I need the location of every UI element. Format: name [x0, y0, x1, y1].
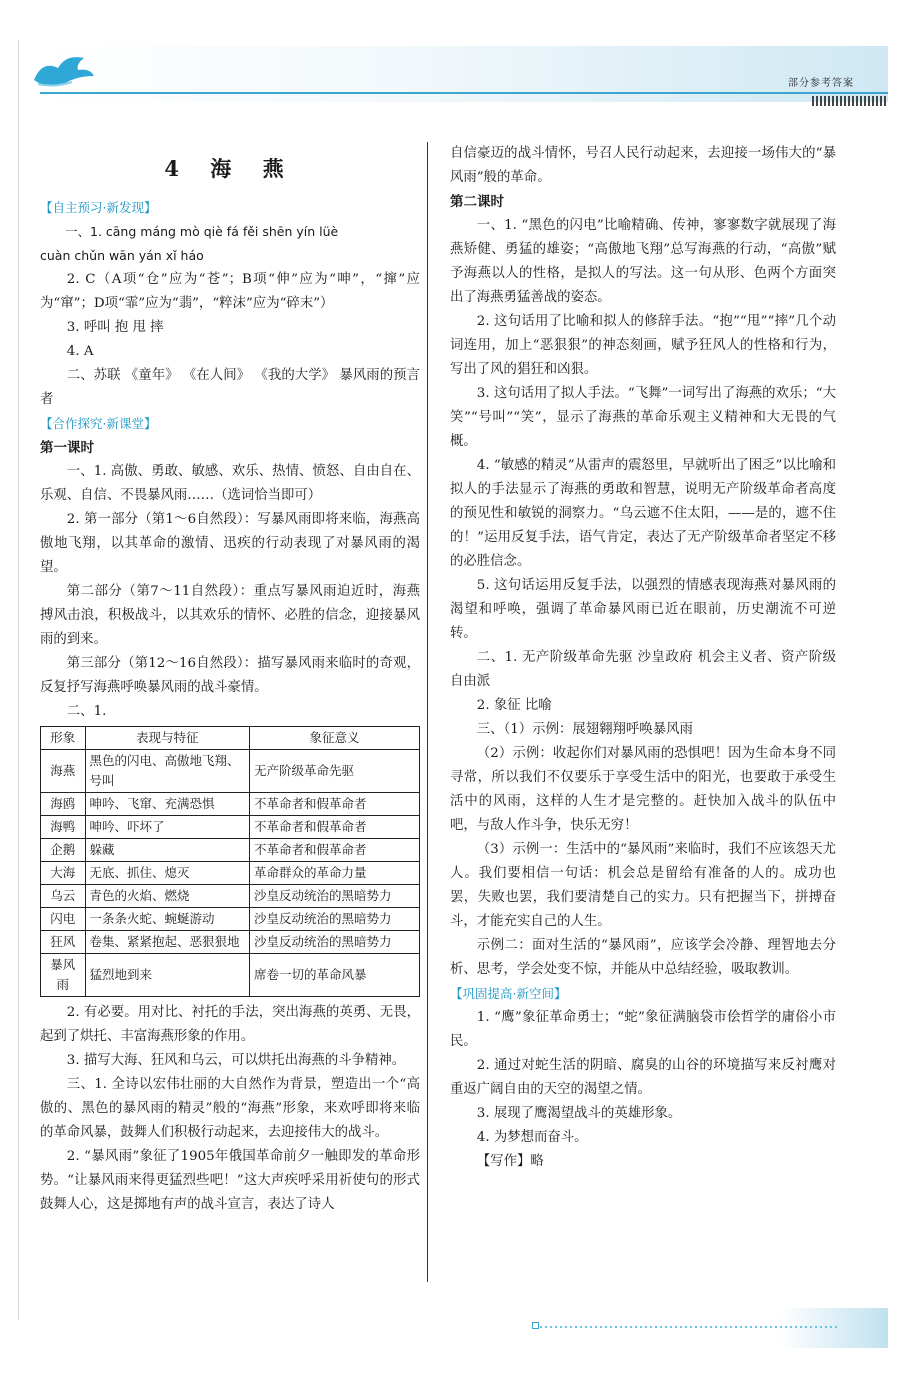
table-row	[41, 839, 420, 862]
answer-paragraph: 2. 有必要。用对比、衬托的手法，突出海燕的英勇、无畏，起到了烘托、丰富海燕形象的作用。	[40, 1005, 420, 1044]
answer-paragraph: （2）示例：收起你们对暴风雨的恐惧吧！因为生命本身不同寻常，所以我们不仅要乐于享受生活中的阳光，也要敢于承受生活中的风雨，这样的人生才是完整的。赶快加入战斗的队伍中吧，与敌人作斗争，快乐无穷！	[450, 746, 836, 833]
table-cell: 青色的火焰、燃烧	[85, 885, 249, 908]
answer-paragraph: 2. C（A项“仓”应为“苍”；B项“伸”应为“呻”，“撺”应为“窜”；D项“霏”应为“翡”，“粹沫”应为“碎末”）	[40, 272, 420, 311]
imagery-table	[40, 726, 420, 997]
answer-paragraph: 4. A	[66, 344, 94, 359]
table-cell: 不革命者和假革命者	[249, 839, 419, 862]
table-cell: 不革命者和假革命者	[249, 793, 419, 816]
answer-paragraph: 自信豪迈的战斗情怀，号召人民行动起来，去迎接一场伟大的“暴风雨”般的革命。	[450, 146, 836, 185]
section-heading-consolidate: 【巩固提高·新空间】	[450, 986, 567, 1001]
table-header: 形象	[41, 727, 86, 750]
answer-paragraph: 二、1.	[66, 704, 107, 719]
answer-paragraph: 【写作】略	[476, 1154, 544, 1169]
table-row	[41, 816, 420, 839]
table-cell: 无底、抓住、熄灭	[85, 862, 249, 885]
table-cell: 暴风雨	[41, 954, 86, 997]
answer-paragraph: 3. 展现了鹰渴望战斗的英雄形象。	[476, 1106, 682, 1121]
table-cell: 不革命者和假革命者	[249, 816, 419, 839]
table-cell: 海燕	[41, 750, 86, 793]
answer-paragraph: 示例二：面对生活的“暴风雨”，应该学会冷静、理智地去分析、思考，学会处变不惊，并能从中总结经验，吸取教训。	[450, 938, 836, 977]
table-cell: 黑色的闪电、高傲地飞翔、号叫	[85, 750, 249, 793]
answer-paragraph: 5. 这句话运用反复手法，以强烈的情感表现海燕对暴风雨的渴望和呼唤，强调了革命暴风雨已近在眼前，历史潮流不可逆转。	[450, 578, 836, 641]
answer-paragraph: 4. “敏感的精灵”从雷声的震怒里，早就听出了困乏”以比喻和拟人的手法显示了海燕的勇敢和智慧，说明无产阶级革命者高度的预见性和敏锐的洞察力。“乌云遮不住太阳，——是的，遮不住的！”运用反复手法，语气肯定，表达了无产阶级革命者坚定不移的必胜信念。	[450, 458, 836, 569]
table-cell: 沙皇反动统治的黑暗势力	[249, 885, 419, 908]
answer-paragraph: 2. “暴风雨”象征了1905年俄国革命前夕一触即发的革命形势。“让暴风雨来得更猛烈些吧！”这大声疾呼采用祈使句的形式鼓舞人心，这是掷地有声的战斗宣言，表达了诗人	[40, 1149, 420, 1212]
table-cell: 海鸥	[41, 793, 86, 816]
table-cell: 沙皇反动统治的黑暗势力	[249, 908, 419, 931]
answer-paragraph: 二、苏联 《童年》 《在人间》 《我的大学》 暴风雨的预言者	[40, 368, 420, 407]
table-cell: 革命群众的革命力量	[249, 862, 419, 885]
table-cell: 躲藏	[85, 839, 249, 862]
header-barcode-decoration	[812, 96, 888, 106]
right-column	[450, 142, 836, 1174]
header-rule	[40, 92, 888, 94]
table-cell: 无产阶级革命先驱	[249, 750, 419, 793]
table-cell: 狂风	[41, 931, 86, 954]
left-column	[40, 152, 420, 1217]
answer-paragraph: 一、1. 高傲、勇敢、敏感、欢乐、热情、愤怒、自由自在、乐观、自信、不畏暴风雨……（选词恰当即可）	[40, 464, 420, 503]
table-cell: 大海	[41, 862, 86, 885]
section-heading-preview: 【自主预习·新发现】	[40, 200, 157, 215]
table-cell: 沙皇反动统治的黑暗势力	[249, 931, 419, 954]
lesson-heading-2: 第二课时	[450, 194, 504, 210]
table-header: 象征意义	[249, 727, 419, 750]
answer-paragraph: 第三部分（第12～16自然段）：描写暴风雨来临时的奇观，反复抒写海燕呼唤暴风雨的战斗豪情。	[40, 656, 420, 695]
header-title: 部分参考答案	[788, 78, 854, 89]
table-row	[41, 862, 420, 885]
answer-paragraph: 3. 这句话用了拟人手法。“飞舞”一词写出了海燕的欢乐；“大笑”“号叫”“笑”，显示了海燕的革命乐观主义精神和大无畏的气概。	[450, 386, 836, 449]
table-cell: 席卷一切的革命风暴	[249, 954, 419, 997]
page-title: 4 海 燕	[164, 156, 296, 181]
answer-paragraph: 一、1. “黑色的闪电”比喻精确、传神，寥寥数字就展现了海燕矫健、勇猛的雄姿；“高傲地飞翔”总写海燕的行动，“高傲”赋予海燕以人的性格，是拟人的写法。这一句从形、色两个方面突出了海燕勇猛善战的姿态。	[450, 218, 836, 305]
answer-paragraph: 第二部分（第7～11自然段）：重点写暴风雨迫近时，海燕搏风击浪，积极战斗，以其欢乐的情怀、必胜的信念，迎接暴风雨的到来。	[40, 584, 420, 647]
table-row	[41, 885, 420, 908]
table-row	[41, 750, 420, 793]
answer-paragraph: 3. 呼叫 抱 甩 摔	[66, 320, 164, 335]
table-cell: 呻吟、吓坏了	[85, 816, 249, 839]
lesson-heading-1: 第一课时	[40, 440, 94, 456]
answer-paragraph: 2. 第一部分（第1～6自然段）：写暴风雨即将来临，海燕高傲地飞翔，以其革命的激情、迅疾的行动表现了对暴风雨的渴望。	[40, 512, 420, 575]
footer-square-icon	[532, 1322, 539, 1329]
table-cell: 乌云	[41, 885, 86, 908]
footer-band	[780, 1308, 888, 1348]
answer-pinyin-1: 一、1. cāng máng mò qiè fá fěi shēn yín lüè	[65, 224, 339, 239]
table-row	[41, 793, 420, 816]
table-cell: 海鸭	[41, 816, 86, 839]
table-header-row	[41, 727, 420, 750]
table-cell: 一条条火蛇、蜿蜒游动	[85, 908, 249, 931]
answer-paragraph: 4. 为梦想而奋斗。	[476, 1130, 588, 1145]
table-cell: 呻吟、飞窜、充满恐惧	[85, 793, 249, 816]
column-divider	[427, 142, 428, 1282]
answer-paragraph: 3. 描写大海、狂风和乌云，可以烘托出海燕的斗争精神。	[66, 1053, 406, 1068]
margin-line	[18, 40, 19, 1320]
answer-paragraph: 1. “鹰”象征革命勇士；“蛇”象征满脑袋市侩哲学的庸俗小市民。	[450, 1010, 836, 1049]
answer-paragraph: 2. 象征 比喻	[476, 698, 552, 713]
table-header: 表现与特征	[85, 727, 249, 750]
table-row	[41, 954, 420, 997]
table-row	[41, 931, 420, 954]
answer-pinyin-2: cuàn chǔn wān yán xǐ háo	[40, 248, 204, 263]
table-cell: 企鹅	[41, 839, 86, 862]
answer-paragraph: （3）示例一：生活中的“暴风雨”来临时，我们不应该怨天尤人。我们要相信一句话：机会总是留给有准备的人的。成功也罢，失败也罢，我们要清楚自己的实力。只有把握当下，拼搏奋斗，才能充实自己的人生。	[450, 842, 836, 929]
answer-paragraph: 三、1. 全诗以宏伟壮丽的大自然作为背景，塑造出一个“高傲的、黑色的暴风雨的精灵”般的“海燕”形象，来欢呼即将来临的革命风暴，鼓舞人们积极行动起来，去迎接伟大的战斗。	[40, 1077, 420, 1140]
table-cell: 闪电	[41, 908, 86, 931]
table-cell: 猛烈地到来	[85, 954, 249, 997]
footer-dotted-rule	[540, 1326, 840, 1328]
answer-paragraph: 2. 通过对蛇生活的阴暗、腐臭的山谷的环境描写来反衬鹰对重返广阔自由的天空的渴望之情。	[450, 1058, 836, 1097]
answer-paragraph: 2. 这句话用了比喻和拟人的修辞手法。“抱”“甩”“摔”几个动词连用，加上“恶狠狠”的神态刻画，赋予狂风人的性格和行为，写出了风的猖狂和凶狠。	[450, 314, 836, 377]
answer-paragraph: 三、（1）示例：展翅翱翔呼唤暴风雨	[476, 722, 693, 737]
table-cell: 卷集、紧紧抱起、恶狠狠地	[85, 931, 249, 954]
section-heading-explore: 【合作探究·新课堂】	[40, 416, 157, 431]
bird-logo-icon	[28, 46, 98, 96]
answer-paragraph: 二、1. 无产阶级革命先驱 沙皇政府 机会主义者、资产阶级自由派	[450, 650, 836, 689]
table-row	[41, 908, 420, 931]
